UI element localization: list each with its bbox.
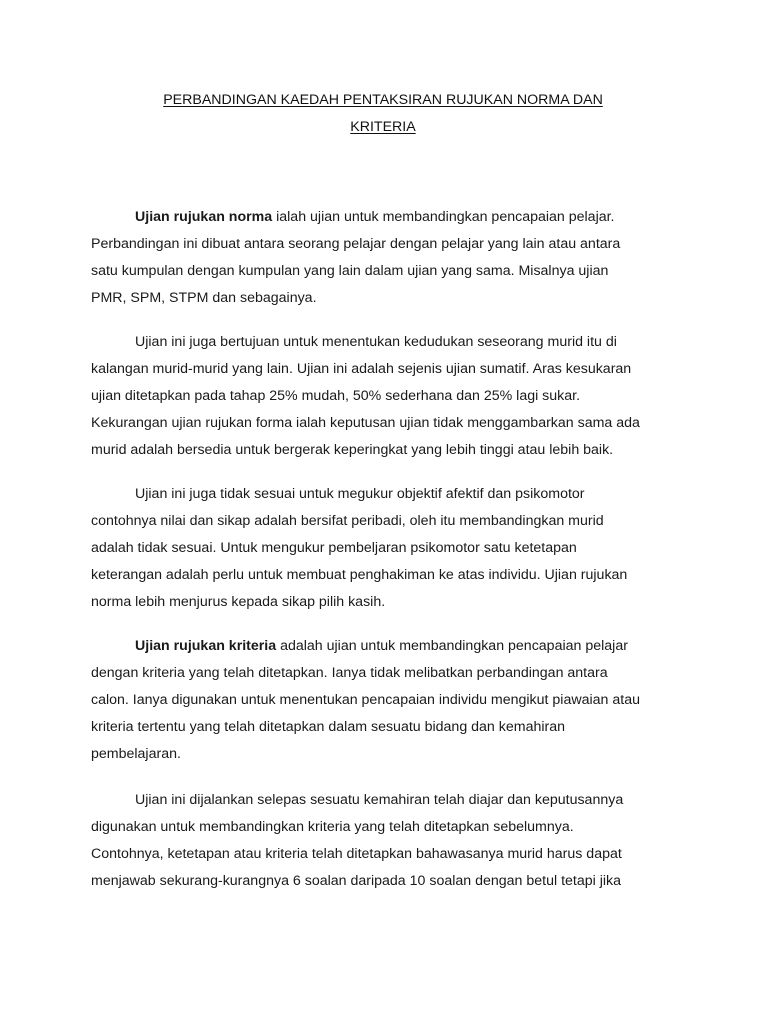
paragraph-line: kriteria tertentu yang telah ditetapkan dalam sesuatu bidang dan kemahiran [91, 719, 566, 735]
paragraph-line: Ujian ini dijalankan selepas sesuatu kemahiran telah diajar dan keputusannya [135, 792, 624, 808]
document-title-line-1: PERBANDINGAN KAEDAH PENTAKSIRAN RUJUKAN NORMA DAN [163, 92, 603, 108]
paragraph-line: Ujian ini juga tidak sesuai untuk megukur objektif afektif dan psikomotor [135, 486, 585, 502]
bold-term: Ujian rujukan kriteria [135, 638, 277, 654]
paragraph-line: PMR, SPM, STPM dan sebagainya. [91, 290, 317, 306]
paragraph-norm-referenced-limitations [91, 481, 691, 616]
paragraph-line: calon. Ianya digunakan untuk menentukan pencapaian individu mengikut piawaian atau [91, 692, 640, 708]
document-title-line-2: KRITERIA [350, 119, 416, 135]
paragraph-line: menjawab sekurang-kurangnya 6 soalan daripada 10 soalan dengan betul tetapi jika [91, 873, 622, 889]
line-text: adalah ujian untuk membandingkan pencapaian pelajar [276, 638, 628, 654]
paragraph-line: Kekurangan ujian rujukan forma ialah keputusan ujian tidak menggambarkan sama ada [91, 415, 640, 431]
paragraph-line: contohnya nilai dan sikap adalah bersifat peribadi, oleh itu membandingkan murid [91, 513, 604, 529]
paragraph-line: dengan kriteria yang telah ditetapkan. Ianya tidak melibatkan perbandingan antara [91, 665, 608, 681]
paragraph-line: murid adalah bersedia untuk bergerak keperingkat yang lebih tinggi atau lebih baik. [91, 442, 614, 458]
paragraph-line: ujian ditetapkan pada tahap 25% mudah, 50% sederhana dan 25% lagi sukar. [91, 388, 581, 404]
paragraph-line: kalangan murid-murid yang lain. Ujian ini adalah sejenis ujian sumatif. Aras kesukaran [91, 361, 632, 377]
paragraph-line: norma lebih menjurus kepada sikap pilih kasih. [91, 594, 386, 610]
paragraph-line: keterangan adalah perlu untuk membuat penghakiman ke atas individu. Ujian rujukan [91, 567, 628, 583]
paragraph-line: satu kumpulan dengan kumpulan yang lain dalam ujian yang sama. Misalnya ujian [91, 263, 609, 279]
paragraph-norm-referenced-definition [91, 204, 691, 312]
paragraph-line: digunakan untuk membandingkan kriteria yang telah ditetapkan sebelumnya. [91, 819, 574, 835]
paragraph-line: pembelajaran. [91, 746, 181, 762]
bold-term: Ujian rujukan norma [135, 209, 273, 225]
paragraph-line: adalah tidak sesuai. Untuk mengukur pembeljaran psikomotor satu ketetapan [91, 540, 577, 556]
paragraph-line: Perbandingan ini dibuat antara seorang pelajar dengan pelajar yang lain atau antara [91, 236, 621, 252]
paragraph-criterion-referenced-definition [91, 633, 691, 768]
paragraph-line [91, 633, 691, 660]
paragraph-line: Ujian ini juga bertujuan untuk menentukan kedudukan seseorang murid itu di [135, 334, 617, 350]
paragraph-criterion-referenced-example [91, 787, 691, 895]
paragraph-norm-referenced-purpose [91, 329, 691, 464]
paragraph-line [91, 204, 691, 231]
paragraph-line: Contohnya, ketetapan atau kriteria telah ditetapkan bahawasanya murid harus dapat [91, 846, 622, 862]
line-text: ialah ujian untuk membandingkan pencapaian pelajar. [272, 209, 615, 225]
